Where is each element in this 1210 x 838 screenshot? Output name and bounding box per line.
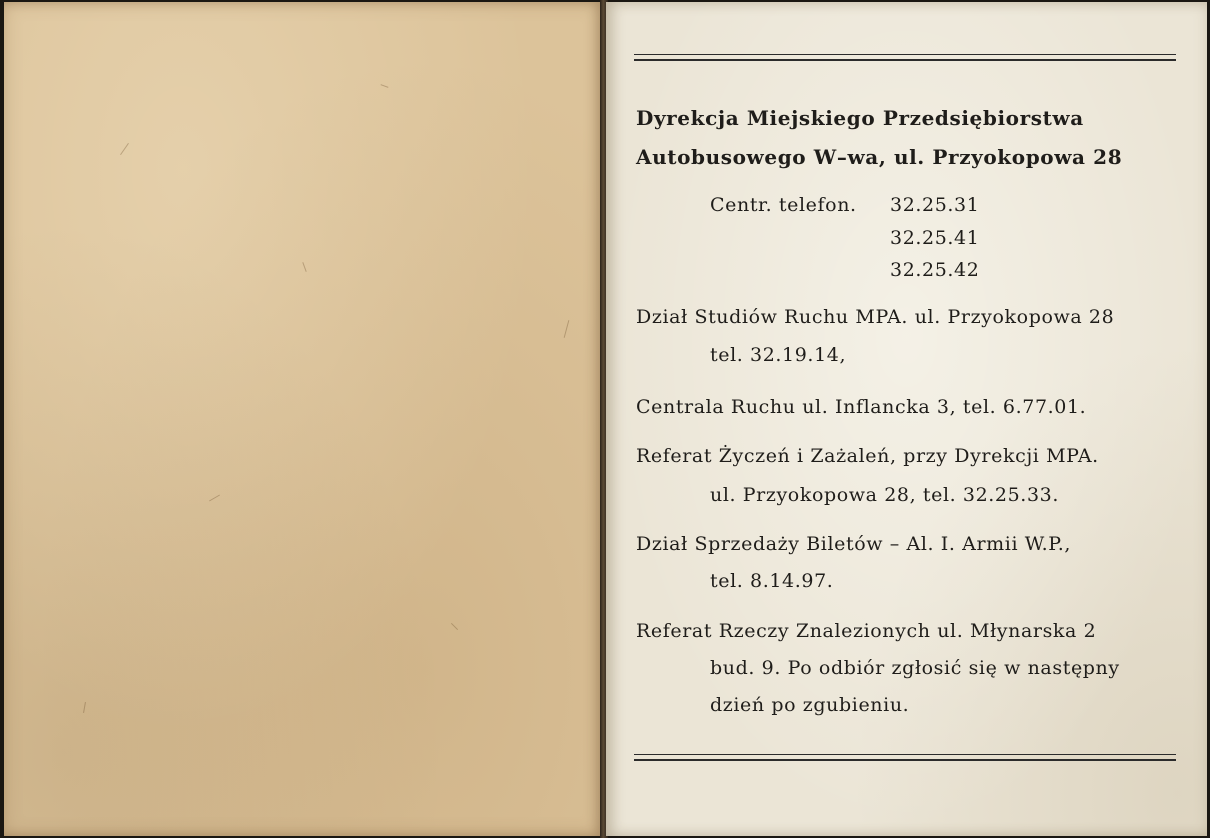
blank-left-page [4,2,602,836]
paper-fiber [209,495,220,502]
central-phone-3: 32.25.42 [890,259,980,281]
paper-fiber [451,623,458,630]
top-double-rule [634,54,1176,61]
entry-studiow-line-1: Dział Studiów Ruchu MPA. ul. Przyokopowa 28 [636,306,1115,328]
rule-thick-line [634,59,1176,61]
entry-rzeczy-line-3: dzień po zgubieniu. [710,694,910,716]
paper-fiber [302,262,306,272]
entry-referat-zyczen-line-1: Referat Życzeń i Zażaleń, przy Dyrekcji MPA. [636,445,1099,467]
bottom-double-rule [634,754,1176,761]
header-line-1: Dyrekcja Miejskiego Przedsiębiorstwa [636,106,1084,130]
entry-sprzedaz-line-2: tel. 8.14.97. [710,570,834,592]
paper-fiber [564,320,570,338]
header-line-2: Autobusowego W–wa, ul. Przyokopowa 28 [636,145,1123,169]
entry-sprzedaz-line-1: Dział Sprzedaży Biletów – Al. I. Armii W.P., [636,533,1072,555]
central-phone-label: Centr. telefon. [710,194,857,216]
entry-studiow-line-2: tel. 32.19.14, [710,344,847,366]
central-phone-1: 32.25.31 [890,194,980,216]
rule-thin-line [634,754,1176,755]
entry-rzeczy-line-2: bud. 9. Po odbiór zgłosić się w następny [710,657,1120,679]
rule-thick-line [634,759,1176,761]
paper-fiber [120,143,129,155]
entry-centrala-line-1: Centrala Ruchu ul. Inflancka 3, tel. 6.77.01. [636,396,1087,418]
rule-thin-line [634,54,1176,55]
entry-rzeczy-line-1: Referat Rzeczy Znalezionych ul. Młynarska 2 [636,620,1097,642]
paper-fiber [83,702,86,713]
central-phone-2: 32.25.41 [890,227,980,249]
entry-referat-zyczen-line-2: ul. Przyokopowa 28, tel. 32.25.33. [710,484,1059,506]
right-page [606,2,1207,836]
paper-fiber [381,84,389,88]
